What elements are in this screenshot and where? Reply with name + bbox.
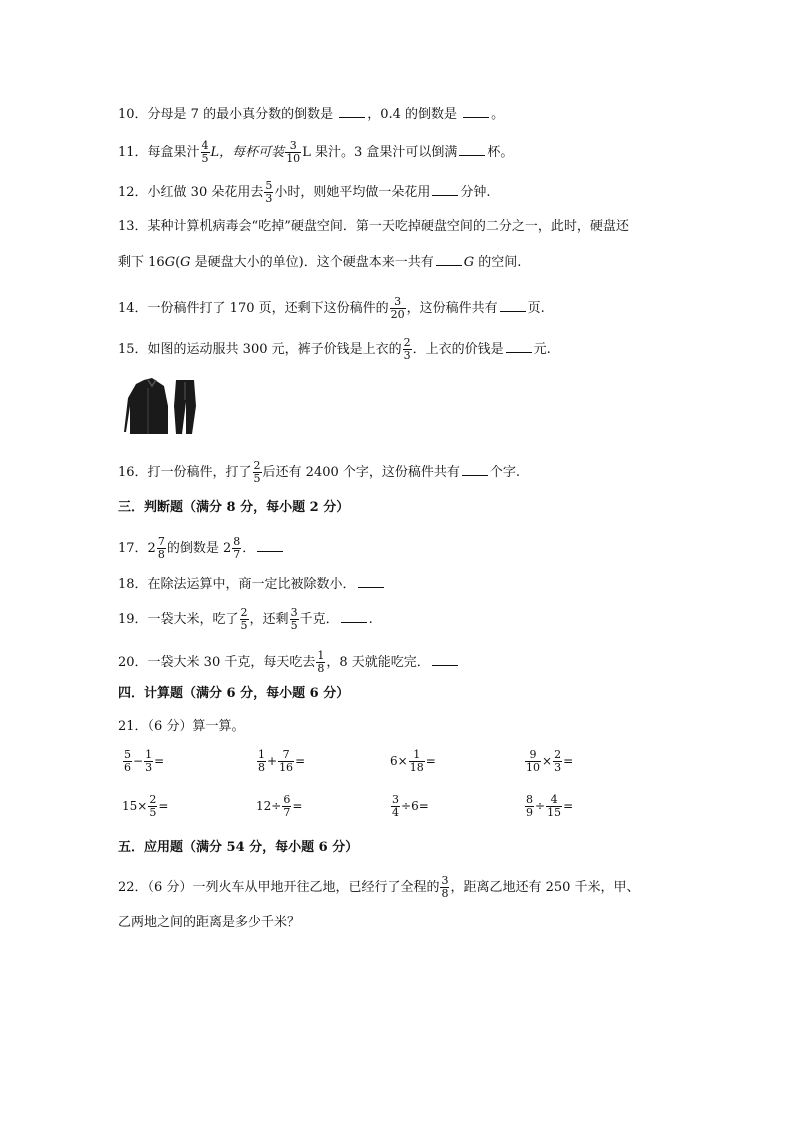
answer-blank[interactable] (341, 611, 367, 623)
sportswear-image (124, 376, 198, 438)
answer-blank[interactable] (436, 254, 462, 266)
calc-item-7: $\frac{3}{4}$ ÷6= (392, 793, 429, 819)
answer-blank[interactable] (506, 341, 532, 353)
answer-blank[interactable] (432, 654, 458, 666)
answer-blank[interactable] (462, 464, 488, 476)
answer-blank[interactable] (500, 300, 526, 312)
question-16: 16．打一份稿件，打了 $\frac{2}{5}$ 后还有 2400 个字，这份稿件共有 个字. (118, 459, 521, 485)
question-17: 17．2 $\frac{7}{8}$ 的倒数是 2 $\frac{8}{7}$ ． (118, 536, 285, 561)
question-13-line-1: 13．某种计算机病毒会“吃掉”硬盘空间．第一天吃掉硬盘空间的二分之一，此时，硬盘还 (118, 219, 629, 234)
calc-item-8: $\frac{8}{9}$ ÷ $\frac{4}{15}$ = (526, 793, 574, 819)
section-3-heading: 三．判断题（满分 8 分，每小题 2 分） (118, 500, 350, 515)
question-13-line-2: 剩下 16G(G 是硬盘大小的单位)．这个硬盘本来一共有 G 的空间. (118, 255, 522, 270)
question-19: 19．一袋大米，吃了 $\frac{2}{5}$ ，还剩 $\frac{3}{5}$ 千克． . (118, 606, 373, 632)
calc-item-5: 15× $\frac{2}{5}$ = (122, 793, 169, 819)
fraction: $\frac{5}{3}$ (265, 179, 273, 205)
calc-item-3: 6× $\frac{1}{18}$ = (390, 748, 436, 774)
fraction: $\frac{3}{20}$ (390, 295, 405, 321)
question-21: 21．（6 分）算一算。 (118, 719, 245, 734)
fraction: $\frac{3}{8}$ (441, 874, 449, 900)
fraction: $\frac{2}{5}$ (253, 459, 261, 485)
answer-blank[interactable] (358, 576, 384, 588)
fraction: $\frac{3}{10}$ (286, 139, 301, 165)
fraction: $\frac{1}{8}$ (317, 649, 325, 675)
answer-blank[interactable] (339, 106, 365, 118)
question-22-line-1: 22．（6 分）一列火车从甲地开往乙地，已经行了全程的 $\frac{3}{8}$ ，距离乙地还有 250 千米，甲、 (118, 874, 640, 900)
question-22-line-2: 乙两地之间的距离是多少千米？ (118, 915, 301, 930)
question-14: 14．一份稿件打了 170 页，还剩下这份稿件的 $\frac{3}{20}$ ，这份稿件共有 页. (118, 295, 545, 321)
calc-item-6: 12÷ $\frac{6}{7}$ = (256, 793, 303, 819)
fraction: $\frac{7}{8}$ (157, 535, 165, 561)
calc-item-4: $\frac{9}{10}$ × $\frac{2}{3}$ = (526, 748, 574, 774)
question-11: 11．每盒果汁 $\frac{4}{5}$ L，每杯可装 $\frac{3}{10}$ L 果汁。3 盒果汁可以倒满 杯。 (118, 139, 514, 165)
fraction: $\frac{8}{7}$ (233, 535, 241, 561)
fraction: $\frac{3}{5}$ (290, 606, 298, 632)
section-4-heading: 四．计算题（满分 6 分，每小题 6 分） (118, 686, 350, 701)
fraction: $\frac{2}{3}$ (403, 336, 411, 362)
answer-blank[interactable] (463, 106, 489, 118)
calc-item-1: $\frac{5}{6}$ − $\frac{1}{3}$ = (124, 748, 165, 774)
question-10: 10．分母是 7 的最小真分数的倒数是 ，0.4 的倒数是 。 (118, 107, 505, 122)
question-15: 15．如图的运动服共 300 元，裤子价钱是上衣的 $\frac{2}{3}$ ．上衣的价钱是 元. (118, 336, 551, 362)
answer-blank[interactable] (432, 184, 458, 196)
answer-blank[interactable] (257, 540, 283, 552)
answer-blank[interactable] (459, 144, 485, 156)
fraction: $\frac{2}{5}$ (240, 606, 248, 632)
question-18: 18．在除法运算中，商一定比被除数小． (118, 576, 386, 593)
question-20: 20．一袋大米 30 千克，每天吃去 $\frac{1}{8}$ ，8 天就能吃完． (118, 650, 460, 675)
section-5-heading: 五．应用题（满分 54 分，每小题 6 分） (118, 840, 359, 855)
jacket-and-pants-icon (124, 376, 198, 438)
calc-item-2: $\frac{1}{8}$ + $\frac{7}{16}$ = (258, 748, 306, 774)
question-12: 12．小红做 30 朵花用去 $\frac{5}{3}$ 小时，则她平均做一朵花用 分钟. (118, 179, 491, 205)
fraction: $\frac{4}{5}$ (201, 139, 209, 165)
